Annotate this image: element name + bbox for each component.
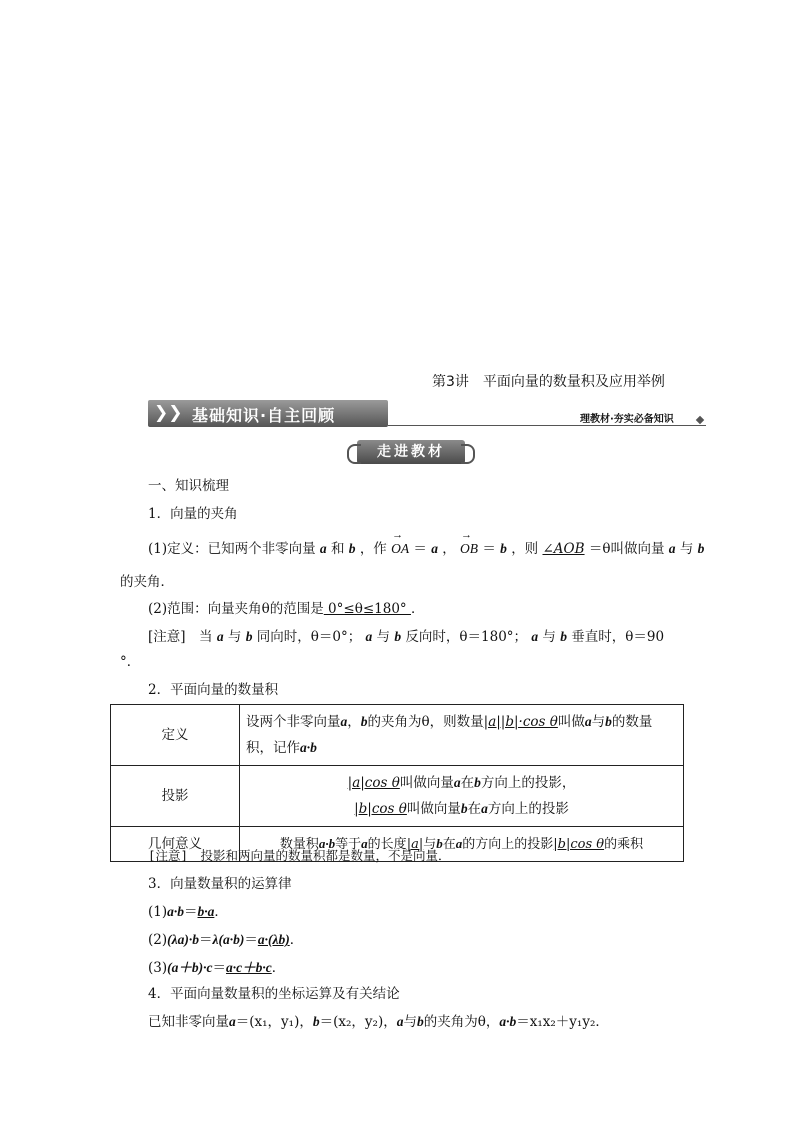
s2-heading: 2．平面向量的数量积: [148, 682, 279, 698]
law-commutative: (1)a·b＝b·a．: [148, 904, 228, 920]
banner-subtitle: 理教材·夯实必备知识: [580, 414, 674, 425]
banner-divider: [388, 425, 706, 426]
double-chevron-icon: ❯❯: [154, 403, 183, 423]
dot-product-table: [110, 704, 684, 862]
table-row: [111, 705, 684, 766]
vector-OB: → OB: [460, 541, 478, 557]
s1-definition-wrap: 的夹角．: [120, 574, 174, 590]
knowledge-heading: 一、知识梳理: [148, 478, 229, 494]
row-head: 几何意义: [111, 827, 240, 862]
s1-range: (2)范围：向量夹角θ的范围是 0°≤θ≤180° ．: [148, 601, 425, 617]
row-head: 投影: [111, 766, 240, 827]
s2-note: [注意] 投影和两向量的数量积都是数量，不是向量．: [148, 848, 451, 863]
table-row: [111, 766, 684, 827]
law-distributive: (3)(a＋b)·c＝a·c＋b·c．: [148, 960, 286, 976]
s1-heading: 1．向量的夹角: [148, 506, 238, 522]
range-answer: 0°≤θ≤180°: [323, 601, 411, 617]
law-scalar: (2)(λa)·b＝λ(a·b)＝a·(λb)．: [148, 932, 304, 948]
row-content: |a|cos θ叫做向量a在b方向上的投影， |b|cos θ叫做向量b在a方向上的投影: [240, 766, 684, 827]
row-content: 数量积a·b等于a的长度|a|与b在a的方向上的投影|b|cos θ的乘积: [240, 827, 684, 862]
vector-OA: → OA: [391, 541, 409, 557]
section-tag: 走进教材: [357, 440, 465, 464]
angle-aob: ∠AOB: [542, 541, 585, 557]
s1-definition: (1)定义：已知两个非零向量 a 和 b ，作 → OA ＝ a ， → OB ＝ b ，则 ∠AOB ＝θ叫做向量 a 与 b: [148, 537, 704, 557]
banner-title: 基础知识·自主回顾: [192, 406, 336, 425]
s3-heading: 3．向量数量积的运算律: [148, 876, 292, 892]
s4-text: 已知非零向量a＝(x₁，y₁)，b＝(x₂，y₂)，a与b的夹角为θ，a·b＝x₁x₂＋y₁y₂．: [148, 1014, 609, 1030]
diamond-icon: [696, 416, 704, 424]
s4-heading: 4．平面向量数量积的坐标运算及有关结论: [148, 986, 400, 1002]
lecture-title: 第3讲 平面向量的数量积及应用举例: [432, 374, 665, 390]
row-head: 定义: [111, 705, 240, 766]
s1-note-wrap: °．: [120, 654, 141, 670]
s1-note: [注意] 当 a 与 b 同向时，θ＝0°； a 与 b 反向时，θ＝180°； a 与 b 垂直时，θ＝90: [148, 629, 665, 645]
row-content: 设两个非零向量a，b的夹角为θ，则数量|a||b|·cos θ叫做a与b的数量 积，记作a·b: [240, 705, 684, 766]
